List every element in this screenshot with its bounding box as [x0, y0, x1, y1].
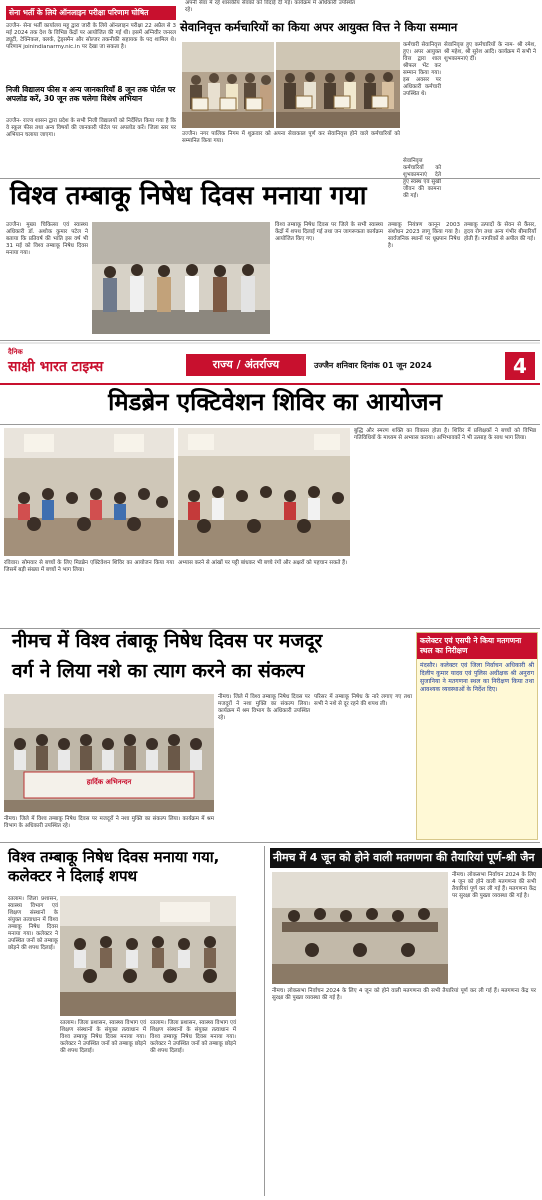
seva-middle-text: कर्मचारी सेवानिवृत्त हुए। अपर आयुक्त वित्त द्वारा शाल श्रीफल भेंट कर सम्मान किया गया। इस अवसर पर अधिकारी कर्मचारी उपस्थित थे।: [403, 42, 441, 97]
bottom-left-headline: विश्व तम्बाकू निषेध दिवस मनाया गया, कलेक्टर ने दिलाई शपथ: [8, 848, 220, 885]
top-strip-text: अपनी सेवा में रहे शासकीय सेवकों को विदाई दी गई। कार्यक्रम में अधिकारी उपस्थित रहे।: [185, 0, 355, 13]
world-tobacco-col1: उज्जैन। मुख्य चिकित्सा एवं स्वास्थ्य अधिकारी डॉ. अशोक कुमार पटेल ने बताया कि प्रतिवर्ष की भांति इस वर्ष भी 31 मई को विश्व तम्बाकू निषेध दिवस मनाया गया।: [6, 222, 88, 256]
bottom-right-body: नीमच। लोकसभा निर्वाचन 2024 के लिए 4 जून को होने वाली मतगणना की सभी तैयारियां पूर्ण कर ली गई हैं। मतगणना केंद्र पर सुरक्षा की पुख्ता व्यवस्था की गई है।: [272, 988, 536, 1001]
seva-photo-second: [276, 42, 400, 128]
masthead-name: साक्षी भारत टाइम्स: [8, 359, 104, 375]
army-result-body: उज्जैन- सेना भर्ती कार्यालय महू द्वारा जारी के लिये ऑनलाइन परीक्षा 22 अप्रैल से 3 मई 2024 तक देश के विभिन्न केंद्रों पर आयोजित की गई थी। इसमें अग्निवीर जनरल ड्यूटी, टेक्निकल, क्लर्क, ट्रेड्समैन और सोल्जर तकनीकी सहायक के पद शामिल थे। परिणाम joinindianarmy.nic.in पर देखा जा सकता है।: [6, 23, 176, 50]
collector-headline: कलेक्टर एवं एसपी ने किया मतगणना स्थल का निरीक्षण: [417, 633, 537, 659]
midbrain-photo-left: [4, 428, 174, 556]
army-result-headline: सेना भर्ती के लिये ऑनलाइन परीक्षा परिणाम घोषित: [6, 6, 176, 20]
bottom-right-photo: [272, 872, 448, 984]
seva-caption: उज्जैन। नगर पालिक निगम में शुक्रवार को अपना सेवाकाल पूर्ण कर सेवानिवृत्त होने वाले कर्मचारियों को सम्मानित किया गया।: [182, 131, 400, 144]
neemuch-caption: नीमच। जिले में विश्व तम्बाकू निषेध दिवस पर मजदूरों ने नशा मुक्ति का संकल्प लिया। कार्यक्रम में श्रम विभाग के अधिकारी उपस्थित रहे।: [4, 816, 214, 829]
section-label: राज्य / अंतर्राज्य: [186, 354, 306, 376]
bottom-left-photo: [60, 896, 236, 1016]
dateline: उज्जैन शनिवार दिनांक 01 जून 2024: [314, 361, 432, 370]
midbrain-body-2: अभ्यास करने से आंखों पर पट्टी बांधकर भी बच्चे रंगों और अक्षरों को पहचान सकते हैं।: [178, 560, 348, 566]
top-clipping: [0, 0, 540, 500]
world-tobacco-col3: तम्बाकू नियंत्रण कानून 2003 संशोधन 2023 लागू किया गया है। सार्वजनिक स्थानों पर धूम्रपान निषेध है।: [388, 222, 460, 249]
masthead-tag: दैनिक: [8, 348, 23, 356]
seva-photo-main: [182, 42, 274, 128]
midbrain-headline: मिडब्रेन एक्टिवेशन शिविर का आयोजन: [108, 388, 442, 416]
neemuch-headline-line-2: वर्ग ने लिया नशे का त्याग करने का संकल्प: [12, 660, 305, 682]
neemuch-body-right: परिसर में तम्बाकू निषेध के नारे लगाए गए तथा सभी ने नशे से दूर रहने की शपथ ली।: [314, 694, 412, 707]
page-number: 4: [505, 352, 535, 380]
bottom-right-body-col: नीमच। लोकसभा निर्वाचन 2024 के लिए 4 जून को होने वाली मतगणना की सभी तैयारियां पूर्ण कर ली गई हैं। मतगणना केंद्र पर सुरक्षा की पुख्ता व्यवस्था की गई है।: [452, 872, 536, 899]
world-tobacco-headline: विश्व तम्बाकू निषेध दिवस मनाया गया: [10, 181, 367, 211]
world-tobacco-col2: विश्व तम्बाकू निषेध दिवस पर जिले के सभी स्वास्थ्य केंद्रों में शपथ दिलाई गई तथा जन जागरूकता कार्यक्रम आयोजित किए गए।: [275, 222, 383, 242]
seva-right-text-2: सेवानिवृत्त कर्मचारियों को शुभकामनाएं देते हुए स्वस्थ एवं सुखी जीवन की कामना की गई।: [403, 158, 441, 199]
neemuch-body: नीमच। जिले में विश्व तम्बाकू निषेध दिवस पर मजदूरों ने नशा मुक्ति का संकल्प लिया। कार्यक्रम में श्रम विभाग के अधिकारी उपस्थित रहे।: [218, 694, 310, 721]
midbrain-photo-right: [178, 428, 350, 556]
seva-headline: सेवानिवृत्त कर्मचारियों का किया अपर आयुक्त वित्त ने किया सम्मान: [180, 20, 458, 34]
midbrain-body-1: रविवार। सोमवार से बच्चों के लिए मिडब्रेन एक्टिवेशन शिविर का आयोजन किया गया जिसमें बड़ी संख्या में बच्चों ने भाग लिया।: [4, 560, 174, 573]
neemuch-headline-line-1: नीमच में विश्व तंबाकू निषेध दिवस पर मजदूर: [12, 630, 323, 652]
midbrain-right-text: बुद्धि और स्मरण शक्ति का विकास होता है। शिविर में प्रशिक्षकों ने बच्चों को विभिन्न गतिविधियों के माध्यम से अभ्यास कराया। अभिभावकों ने भी उत्साह के साथ भाग लिया।: [354, 428, 536, 441]
school-fee-headline: निजी विद्यालय फीस व अन्य जानकारियाँ 8 जून तक पोर्टल पर अपलोड करें, 30 जून तक चलेगा विशेष अभियान: [6, 85, 176, 103]
collector-box: [416, 632, 538, 840]
bottom-left-body-3: रतलाम। जिला प्रशासन, स्वास्थ्य विभाग एवं शिक्षण संस्थानों के संयुक्त तत्वाधान में विश्व तम्बाकू निषेध दिवस मनाया गया। कलेक्टर ने उपस्थित जनों को तम्बाकू छोड़ने की शपथ दिलाई।: [150, 1020, 236, 1054]
neemuch-photo: [4, 694, 214, 812]
bottom-right-headline: नीमच में 4 जून को होने वाली मतगणना की तैयारियां पूर्ण-श्री जैन: [270, 848, 542, 868]
collector-body: मंदसौर। कलेक्टर एवं जिला निर्वाचन अधिकारी श्री दिलीप कुमार यादव एवं पुलिस अधीक्षक श्री अनुराग सुजानिया ने मतगणना स्थल का निरीक्षण किया तथा आवश्यक व्यवस्थाओं के निर्देश दिए।: [420, 662, 534, 693]
world-tobacco-photo: [92, 222, 270, 334]
school-fee-body: उज्जैन- राज्य शासन द्वारा प्रदेश के सभी निजी विद्यालयों को निर्देशित किया गया है कि वे स्कूल फीस तथा अन्य विषयों की जानकारी पोर्टल पर अपलोड करें। जिला स्तर पर अभियान चलाया जाएगा।: [6, 118, 176, 138]
seva-right-text: सेवानिवृत्त हुए कर्मचारियों के नाम- श्री रमेश, श्री महेश, श्री सुरेश आदि। कार्यक्रम में सभी ने शुभकामनाएं दीं।: [444, 42, 536, 62]
neemuch-banner-text: हार्दिक अभिनन्दन: [86, 778, 132, 786]
world-tobacco-col4: तम्बाकू उत्पादों के सेवन से कैंसर, हृदय रोग तथा अन्य गंभीर बीमारियाँ होती हैं। नागरिकों से अपील की गई।: [464, 222, 536, 242]
masthead: [0, 346, 540, 386]
bottom-left-body: रतलाम। जिला प्रशासन, स्वास्थ्य विभाग एवं शिक्षण संस्थानों के संयुक्त तत्वाधान में विश्व तम्बाकू निषेध दिवस मनाया गया। कलेक्टर ने उपस्थित जनों को तम्बाकू छोड़ने की शपथ दिलाई।: [8, 896, 58, 951]
bottom-left-body-2: रतलाम। जिला प्रशासन, स्वास्थ्य विभाग एवं शिक्षण संस्थानों के संयुक्त तत्वाधान में विश्व तम्बाकू निषेध दिवस मनाया गया। कलेक्टर ने उपस्थित जनों को तम्बाकू छोड़ने की शपथ दिलाई।: [60, 1020, 146, 1054]
